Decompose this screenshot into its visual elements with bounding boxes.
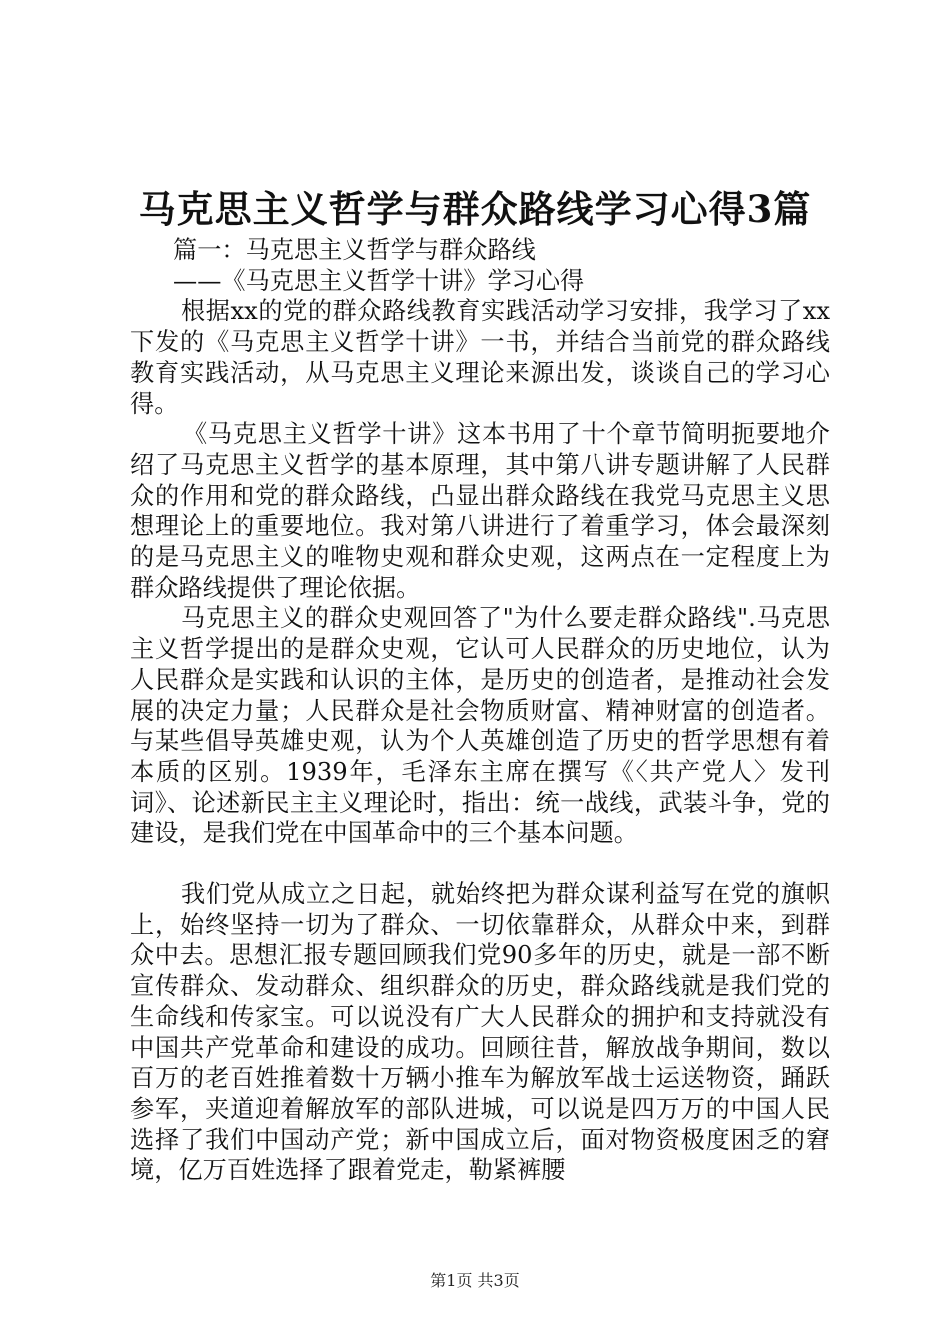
paragraph-1: 根据xx的党的群众路线教育实践活动学习安排，我学习了xx下发的《马克思主义哲学十讲》一书，并结合当前党的群众路线教育实践活动，从马克思主义理论来源出发，谈谈自己的学习心得。 — [130, 297, 830, 418]
paragraph-3: 马克思主义的群众史观回答了"为什么要走群众路线".马克思主义哲学提出的是群众史观，它认可人民群众的历史地位，认为人民群众是实践和认识的主体，是历史的创造者，是推动社会发展的决定力量；人民群众是社会物质财富、精神财富的创造者。与某些倡导英雄史观，认为个人英雄创造了历史的哲学思想有着本质的区别。1939年，毛泽东主席在撰写《〈共产党人〉发刊词》、论述新民主主义理论时，指出：统一战线，武装斗争，党的建设，是我们党在中国革命中的三个基本问题。 — [130, 604, 830, 848]
section-heading: 篇一：马克思主义哲学与群众路线 — [173, 236, 536, 264]
document-title: 马克思主义哲学与群众路线学习心得3篇 — [138, 187, 812, 231]
document-body — [130, 235, 830, 1186]
paragraph-spacer — [130, 849, 830, 879]
page-footer: 第1页 共3页 — [430, 1271, 520, 1290]
paragraph-2: 《马克思主义哲学十讲》这本书用了十个章节简明扼要地介绍了马克思主义哲学的基本原理，其中第八讲专题讲解了人民群众的作用和党的群众路线，凸显出群众路线在我党马克思主义思想理论上的重要地位。我对第八讲进行了着重学习，体会最深刻的是马克思主义的唯物史观和群众史观，这两点在一定程度上为群众路线提供了理论依据。 — [130, 420, 830, 602]
section-subheading: ——《马克思主义哲学十讲》学习心得 — [173, 266, 585, 295]
paragraph-4: 我们党从成立之日起，就始终把为群众谋利益写在党的旗帜上，始终坚持一切为了群众、一切依靠群众，从群众中来，到群众中去。思想汇报专题回顾我们党90多年的历史，就是一部不断宣传群众、发动群众、组织群众的历史，群众路线就是我们党的生命线和传家宝。可以说没有广大人民群众的拥护和支持就没有中国共产党革命和建设的成功。回顾往昔，解放战争期间，数以百万的老百姓推着数十万辆小推车为解放军战士运送物资，踊跃参军，夹道迎着解放军的部队进城，可以说是四万万的中国人民选择了我们中国动产党；新中国成立后，面对物资极度困乏的窘境，亿万百姓选择了跟着党走，勒紧裤腰 — [130, 880, 830, 1185]
